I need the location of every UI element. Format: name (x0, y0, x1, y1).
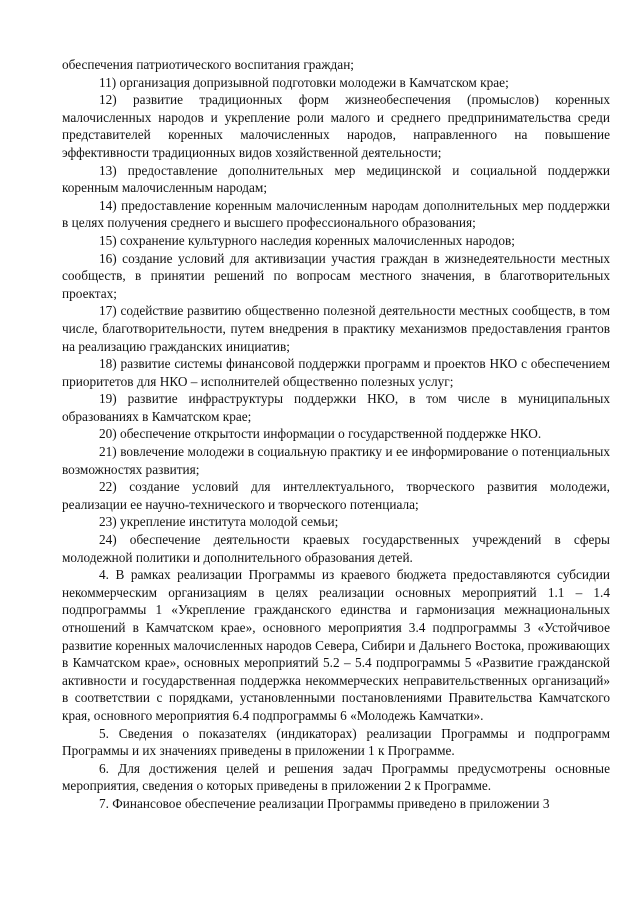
list-item-24: 24) обеспечение деятельности краевых государственных учреждений в сферы молодежной политики и дополнительного образования детей. (62, 532, 610, 565)
list-item-19: 19) развитие инфраструктуры поддержки НКО, в том числе в муниципальных образованиях в Камчатском крае; (62, 391, 610, 424)
list-item-13: 13) предоставление дополнительных мер медицинской и социальной поддержки коренным малочисленным народам; (62, 162, 610, 196)
list-item-12: 12) развитие традиционных форм жизнеобеспечения (промыслов) коренных малочисленных народов и укрепление роли малого и среднего предпринимательства среди представителей коренных малочисленных народов, направленного на повышение эффективности традиционных видов хозяйственной деятельности; (62, 92, 610, 160)
list-item-21: 21) вовлечение молодежи в социальную практику и ее информирование о потенциальных возможностях развития; (62, 444, 610, 477)
list-item-16: 16) создание условий для активизации участия граждан в жизнедеятельности местных сообществ, в принятии решений по вопросам местного значения, в благотворительных проектах; (62, 250, 610, 301)
section-4-paragraph: 4. В рамках реализации Программы из краевого бюджета предоставляются субсидии некоммерческим организациям в целях реализации основных мероприятий 1.1 – 1.4 подпрограммы 1 «Укрепление гражданского единства и гармонизация межнациональных отношений в Камчатском крае», основного мероприятия 3.4 подпрограммы 3 «Устойчивое развитие коренных малочисленных народов Севера, Сибири и Дальнего Востока, проживающих в Камчатском крае», основных мероприятий 5.2 – 5.4 подпрограммы 5 «Развитие гражданской активности и государственная поддержка некоммерческих неправительственных организаций» в соответствии с порядками, установленными постановлениями Правительства Камчатского края, основного мероприятия 6.4 подпрограммы 6 «Молодежь Камчатки». (62, 567, 610, 723)
paragraph-continuation: обеспечения патриотического воспитания граждан; (62, 57, 354, 72)
section-5-paragraph: 5. Сведения о показателях (индикаторах) реализации Программы и подпрограмм Программы и их значениях приведены в приложении 1 к Программе. (62, 725, 610, 759)
list-item-23: 23) укрепление института молодой семьи; (99, 514, 339, 530)
list-item-15: 15) сохранение культурного наследия коренных малочисленных народов; (99, 232, 515, 248)
list-item-14: 14) предоставление коренным малочисленным народам дополнительных мер поддержки в целях получения среднего и высшего профессионального образования; (62, 197, 610, 231)
section-7-paragraph: 7. Финансовое обеспечение реализации Программы приведено в приложении 3 (99, 795, 550, 811)
list-item-11: 11) организация допризывной подготовки молодежи в Камчатском крае; (99, 74, 509, 90)
list-item-20: 20) обеспечение открытости информации о государственной поддержке НКО. (99, 426, 542, 442)
list-item-22: 22) создание условий для интеллектуального, творческого развития молодежи, реализации ее научно-технического и творческого потенциала; (62, 479, 610, 512)
list-item-17: 17) содействие развитию общественно полезной деятельности местных сообществ, в том числе, благотворительности, путем внедрения в практику механизмов предоставления грантов на реализацию гражданских инициатив; (62, 303, 610, 354)
list-item-18: 18) развитие системы финансовой поддержки программ и проектов НКО с обеспечением приоритетов для НКО – исполнителей общественно полезных услуг; (62, 356, 610, 389)
document-page (62, 56, 610, 813)
section-6-paragraph: 6. Для достижения целей и решения задач Программы предусмотрены основные мероприятия, сведения о которых приведены в приложении 2 к Программе. (62, 760, 610, 794)
